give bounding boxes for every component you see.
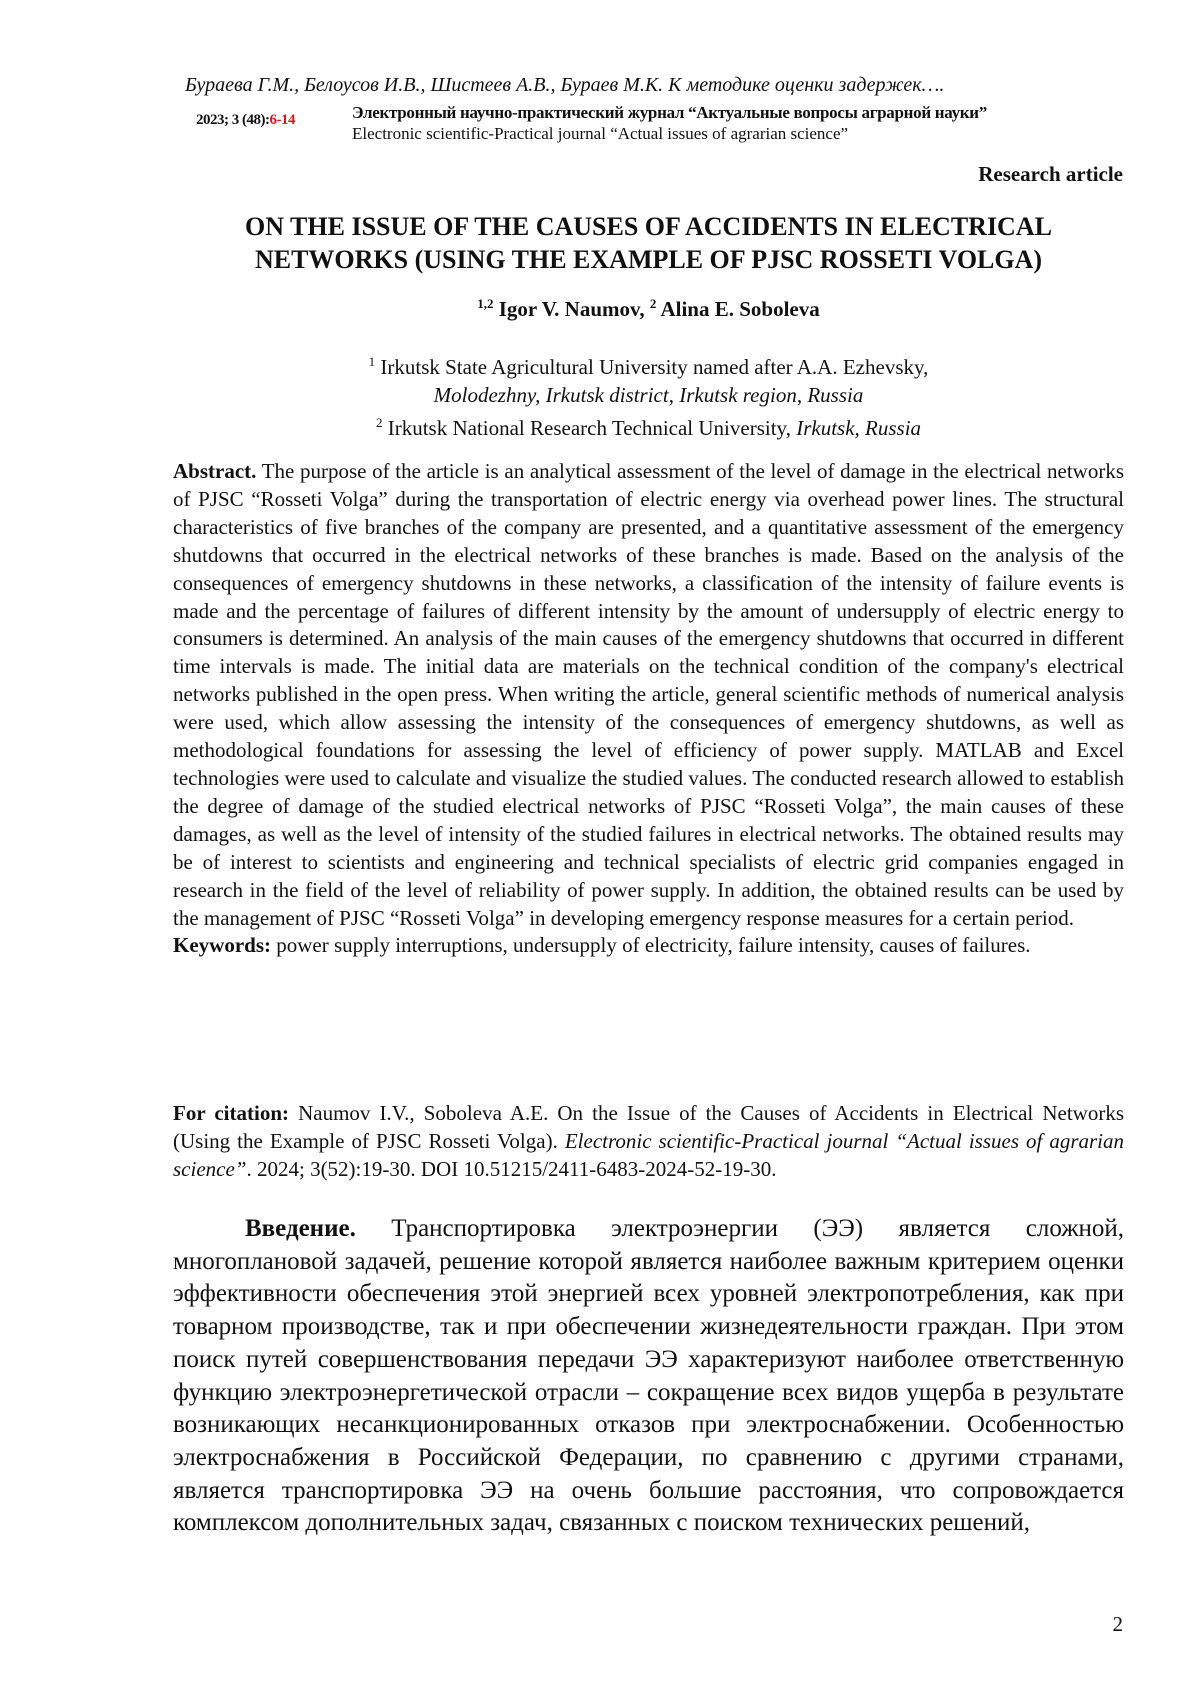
authors: [173, 296, 1124, 322]
citation: [173, 1100, 1124, 1184]
intro-label: Введение.: [245, 1215, 356, 1242]
citation-text: Naumov I.V., Soboleva A.E. On the Issue of the Causes of Accidents in Electrical Networks (Using the Example of PJSC Rosseti Volga).: [173, 1101, 1124, 1153]
affil-place: Molodezhny, Irkutsk district, Irkutsk region, Russia: [434, 383, 864, 407]
affil-sup: 2: [376, 415, 383, 430]
article-type: Research article: [978, 162, 1123, 187]
journal-title-en: Electronic scientific-Practical journal “Actual issues of agrarian science”: [352, 124, 848, 144]
keywords-text: power supply interruptions, undersupply of electricity, failure intensity, causes of failures.: [276, 933, 1030, 957]
citation-label: For citation:: [173, 1101, 289, 1125]
affil-text: Irkutsk National Research Technical University,: [388, 416, 791, 440]
affil-place: Irkutsk, Russia: [796, 416, 921, 440]
issue-prefix: 2023; 3 (48):: [196, 112, 269, 128]
author-name: Igor V. Naumov,: [499, 297, 645, 321]
keywords-label: Keywords:: [173, 933, 271, 957]
intro-text: Транспортировка электроэнергии (ЭЭ) является сложной, многоплановой задачей, решение которой является наиболее важным критерием оценки эффективности обеспечения этой энергией всех уровней электропотребления, как при товарном производстве, так и при обеспечении жизнедеятельности граждан. При этом поиск путей совершенствования передачи ЭЭ характеризуют наиболее ответственную функцию электроэнергетической отрасли – сокращение всех видов ущерба в результате возникающих несанкционированных отказов при электроснабжении. Особенностью электроснабжения в Российской Федерации, по сравнению с другими странами, является транспортировка ЭЭ на очень большие расстояния, что сопровождается комплексом дополнительных задач, связанных с поиском технических решений,: [173, 1215, 1124, 1536]
issue-pages: 6-14: [269, 112, 295, 128]
abstract: [173, 458, 1124, 960]
running-head: Бураева Г.М., Белоусов И.В., Шистеев А.В., Бураев М.К. К методике оценки задержек….: [185, 74, 944, 97]
introduction-paragraph: [173, 1213, 1124, 1540]
article-title: ON THE ISSUE OF THE CAUSES OF ACCIDENTS IN ELECTRICAL NETWORKS (USING THE EXAMPLE OF PJSC ROSSETI VOLGA): [173, 210, 1124, 276]
author-sup: 1,2: [477, 296, 493, 311]
affil-sup: 1: [369, 354, 376, 369]
affiliations: [173, 348, 1124, 442]
page-number: 2: [1113, 1612, 1124, 1637]
author-sup: 2: [650, 296, 657, 311]
author-name: Alina E. Soboleva: [660, 297, 819, 321]
issue-info: [196, 112, 295, 129]
citation-journal: Electronic scientific-Practical journal “Actual issues of agrarian science”: [173, 1129, 1124, 1181]
citation-tail: . 2024; 3(52):19-30. DOI 10.51215/2411-6483-2024-52-19-30.: [246, 1157, 776, 1181]
abstract-label: Abstract.: [173, 459, 256, 483]
affil-text: Irkutsk State Agricultural University named after A.A. Ezhevsky,: [380, 355, 928, 379]
abstract-text: The purpose of the article is an analytical assessment of the level of damage in the electrical networks of PJSC “Rosseti Volga” during the transportation of electric energy via overhead power lines. The structural characteristics of five branches of the company are presented, and a quantitative assessment of the emergency shutdowns that occurred in the electrical networks of these branches is made. Based on the analysis of the consequences of emergency shutdowns in these networks, a classification of the intensity of failure events is made and the percentage of failures of different intensity by the amount of undersupply of electric energy to consumers is determined. An analysis of the main causes of the emergency shutdowns that occurred in different time intervals is made. The initial data are materials on the technical condition of the company's electrical networks published in the open press. When writing the article, general scientific methods of numerical analysis were used, which allow assessing the intensity of the consequences of emergency shutdowns, as well as methodological foundations for assessing the level of efficiency of power supply. MATLAB and Excel technologies were used to calculate and visualize the studied values. The conducted research allowed to establish the degree of damage of the studied electrical networks of PJSC “Rosseti Volga”, the main causes of these damages, as well as the level of intensity of the studied failures in electrical networks. The obtained results may be of interest to scientists and engineering and technical specialists of electric grid companies engaged in research in the field of the level of reliability of power supply. In addition, the obtained results can be used by the management of PJSC “Rosseti Volga” in developing emergency response measures for a certain period.: [173, 459, 1124, 930]
journal-title-ru: Электронный научно-практический журнал “Актуальные вопросы аграрной науки”: [352, 103, 987, 123]
